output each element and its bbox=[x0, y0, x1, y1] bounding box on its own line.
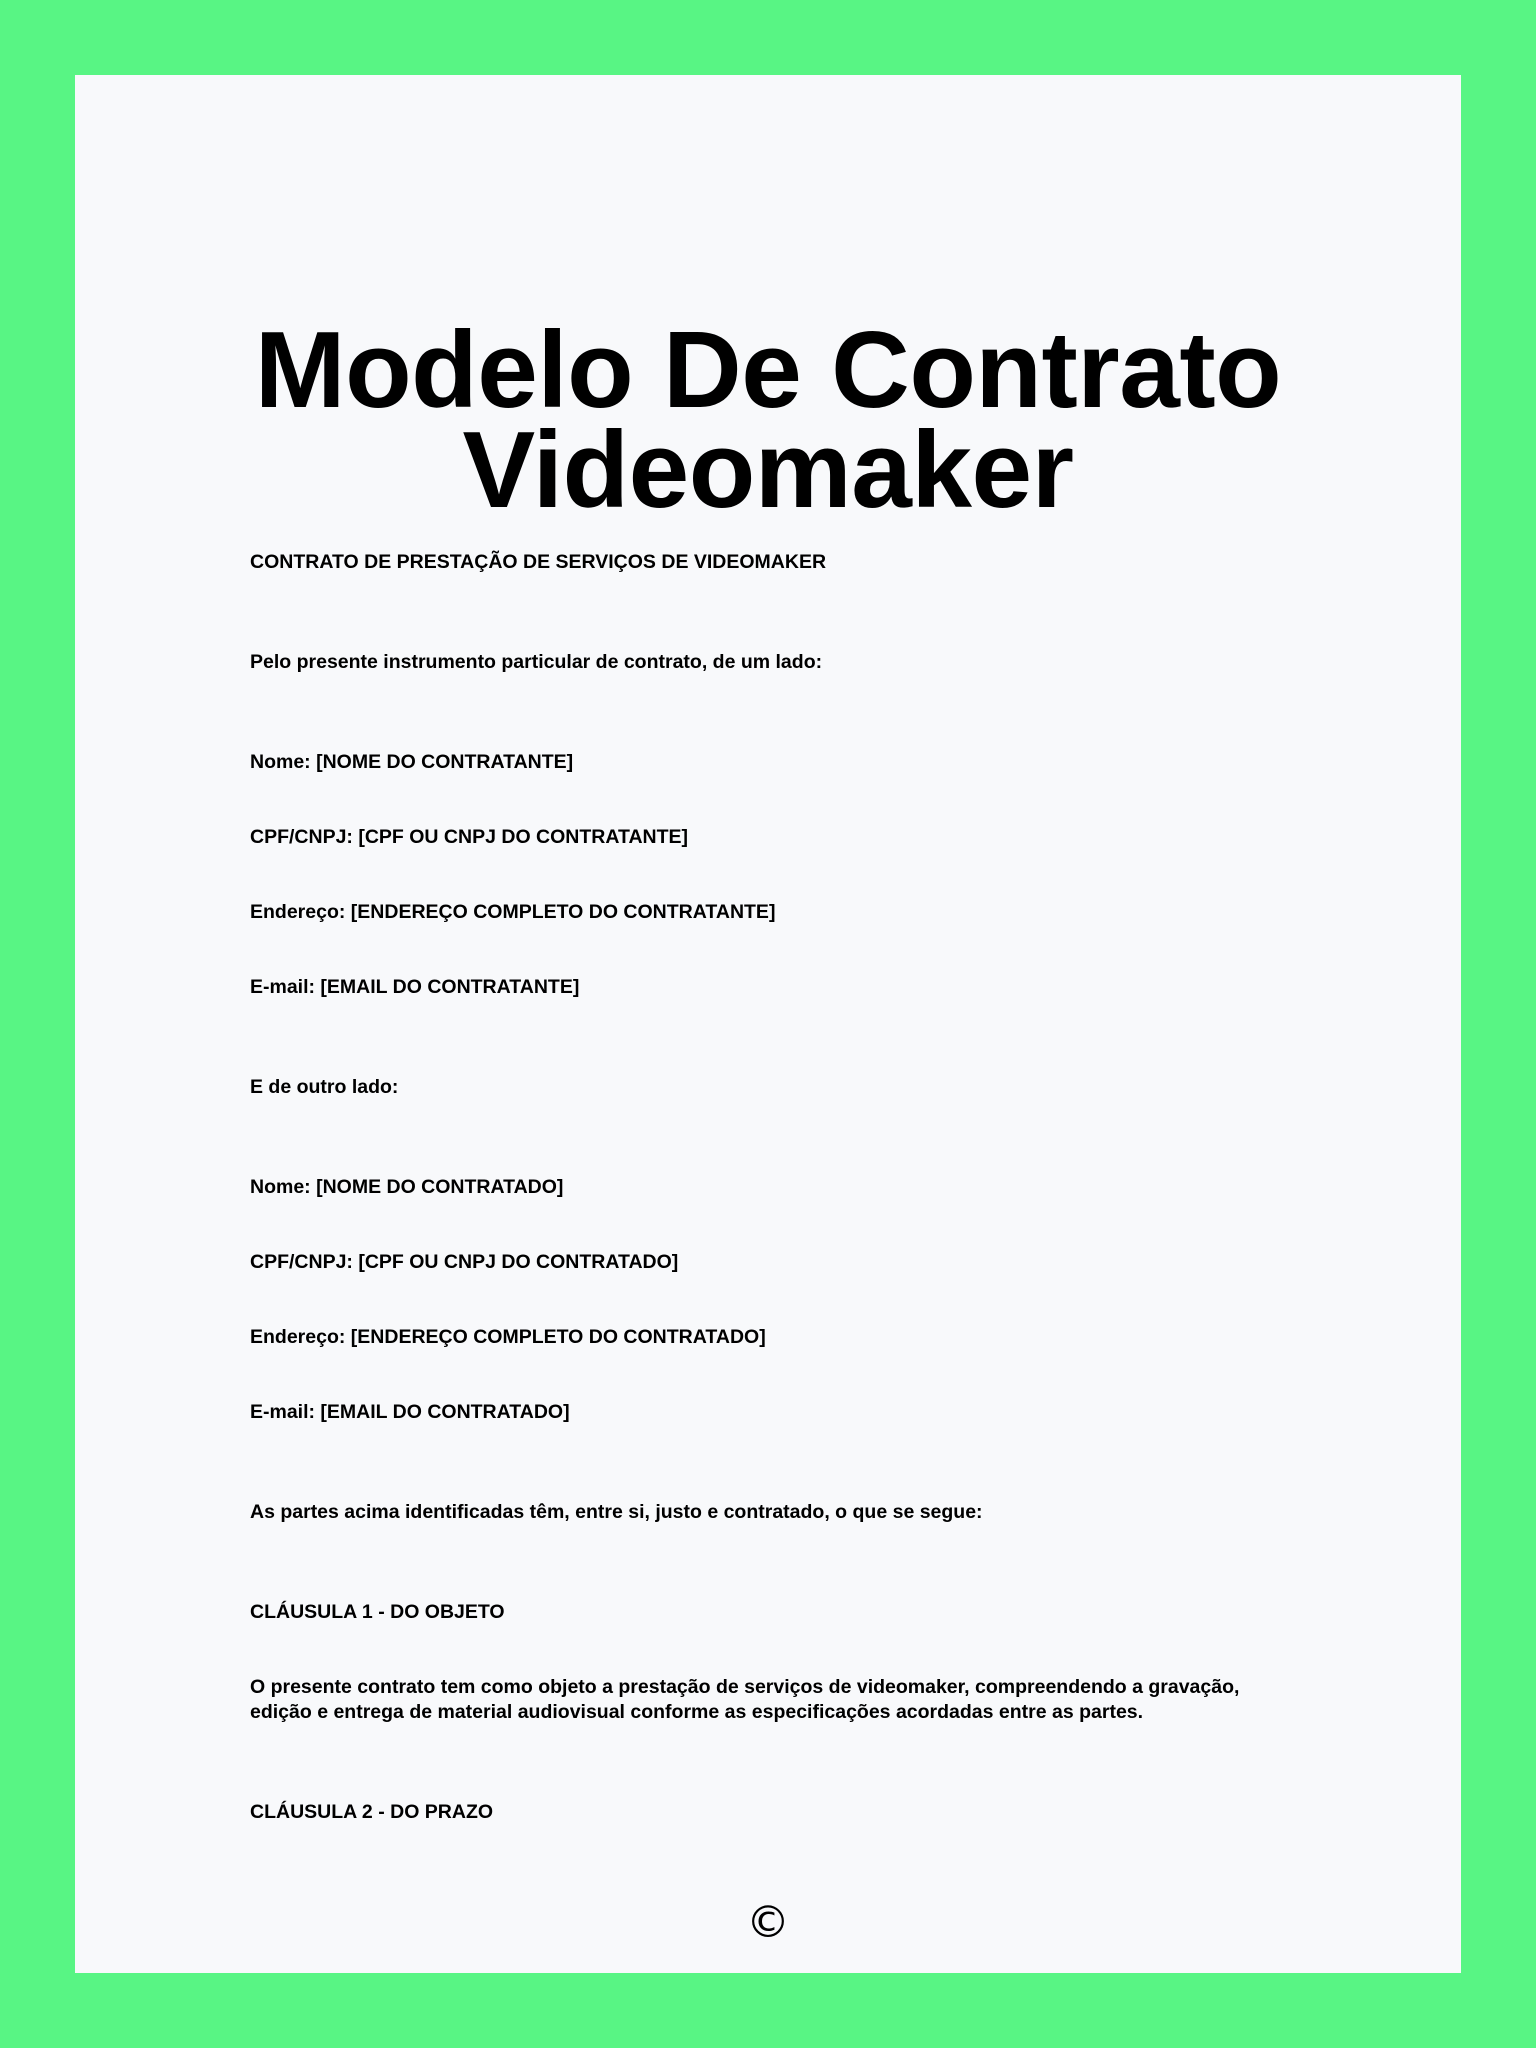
copyright-icon: © bbox=[746, 1897, 790, 1948]
contract-heading: CONTRATO DE PRESTAÇÃO DE SERVIÇOS DE VIDEOMAKER bbox=[250, 551, 827, 573]
title-line-1: Modelo De Contrato bbox=[254, 309, 1282, 431]
contratante-email: E-mail: [EMAIL DO CONTRATANTE] bbox=[250, 976, 580, 998]
intro-text: Pelo presente instrumento particular de contrato, de um lado: bbox=[250, 651, 823, 673]
contratado-email: E-mail: [EMAIL DO CONTRATADO] bbox=[250, 1401, 570, 1423]
contratante-nome: Nome: [NOME DO CONTRATANTE] bbox=[250, 751, 574, 773]
contratante-cpf: CPF/CNPJ: [CPF OU CNPJ DO CONTRATANTE] bbox=[250, 826, 689, 848]
outro-lado-text: E de outro lado: bbox=[250, 1076, 399, 1098]
document-page bbox=[75, 75, 1461, 1973]
contratante-endereco: Endereço: [ENDEREÇO COMPLETO DO CONTRATANTE] bbox=[250, 901, 776, 923]
contratado-cpf: CPF/CNPJ: [CPF OU CNPJ DO CONTRATADO] bbox=[250, 1251, 679, 1273]
partes-text: As partes acima identificadas têm, entre si, justo e contratado, o que se segue: bbox=[250, 1501, 983, 1523]
clausula-2-title: CLÁUSULA 2 - DO PRAZO bbox=[250, 1801, 494, 1823]
document-title bbox=[75, 309, 1461, 531]
clausula-1-title: CLÁUSULA 1 - DO OBJETO bbox=[250, 1601, 505, 1623]
clausula-1-text: O presente contrato tem como objeto a prestação de serviços de videomaker, compreendendo a gravação, edição e entrega de material audiovisual conforme as especificações acordadas entre as partes. bbox=[250, 1676, 1240, 1723]
contratado-endereco: Endereço: [ENDEREÇO COMPLETO DO CONTRATADO] bbox=[250, 1326, 766, 1348]
contratado-nome: Nome: [NOME DO CONTRATADO] bbox=[250, 1176, 564, 1198]
title-line-2: Videomaker bbox=[462, 409, 1074, 531]
